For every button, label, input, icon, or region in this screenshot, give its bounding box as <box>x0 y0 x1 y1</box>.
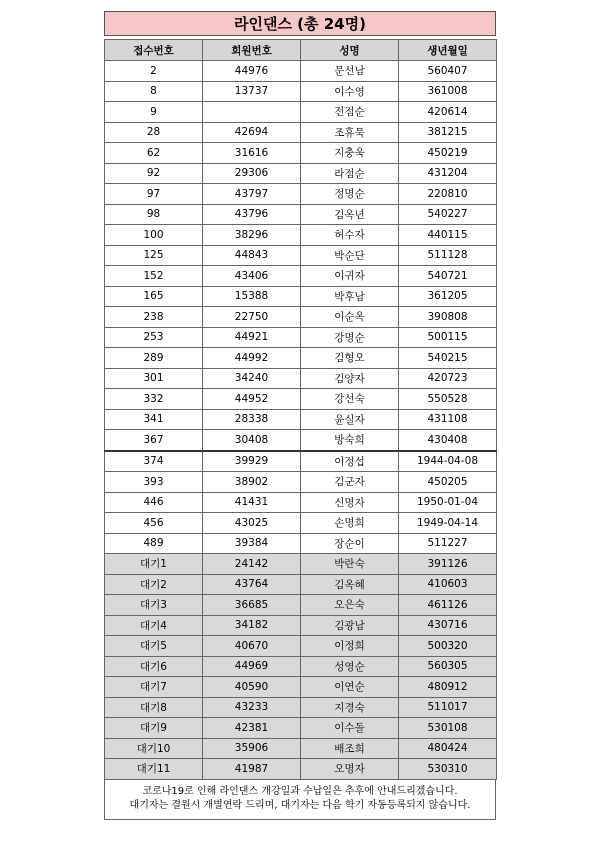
cell-name: 김광남 <box>301 615 399 636</box>
roster-sheet <box>104 11 496 820</box>
cell-receipt-number: 374 <box>105 451 203 472</box>
cell-member-number <box>203 102 301 123</box>
cell-name: 김형오 <box>301 348 399 369</box>
table-row <box>105 122 497 143</box>
cell-receipt-number: 대기1 <box>105 554 203 575</box>
cell-member-number: 43796 <box>203 204 301 225</box>
table-row <box>105 204 497 225</box>
cell-member-number: 43797 <box>203 184 301 205</box>
cell-receipt-number: 2 <box>105 61 203 82</box>
cell-name: 김옥혜 <box>301 574 399 595</box>
cell-receipt-number: 9 <box>105 102 203 123</box>
cell-member-number: 28338 <box>203 409 301 430</box>
cell-member-number: 44992 <box>203 348 301 369</box>
cell-birthdate: 540227 <box>399 204 497 225</box>
cell-name: 박후남 <box>301 286 399 307</box>
cell-receipt-number: 92 <box>105 163 203 184</box>
cell-receipt-number: 253 <box>105 327 203 348</box>
table-row <box>105 472 497 493</box>
table-row <box>105 163 497 184</box>
cell-receipt-number: 28 <box>105 122 203 143</box>
cell-receipt-number: 100 <box>105 225 203 246</box>
cell-receipt-number: 125 <box>105 245 203 266</box>
cell-member-number: 41987 <box>203 759 301 780</box>
cell-name: 지충욱 <box>301 143 399 164</box>
table-row <box>105 430 497 451</box>
cell-name: 이연순 <box>301 677 399 698</box>
cell-member-number: 39384 <box>203 533 301 554</box>
cell-receipt-number: 97 <box>105 184 203 205</box>
notice-line-1: 코로나19로 인해 라인댄스 개강일과 수납일은 추후에 안내드리겠습니다. <box>142 786 458 797</box>
cell-member-number: 42381 <box>203 718 301 739</box>
cell-member-number: 34240 <box>203 368 301 389</box>
cell-receipt-number: 대기3 <box>105 595 203 616</box>
cell-member-number: 41431 <box>203 492 301 513</box>
cell-receipt-number: 대기5 <box>105 636 203 657</box>
table-row <box>105 286 497 307</box>
table-row <box>105 513 497 534</box>
cell-receipt-number: 289 <box>105 348 203 369</box>
cell-receipt-number: 152 <box>105 266 203 287</box>
cell-birthdate: 390808 <box>399 307 497 328</box>
cell-name: 손명희 <box>301 513 399 534</box>
cell-receipt-number: 238 <box>105 307 203 328</box>
cell-birthdate: 220810 <box>399 184 497 205</box>
cell-birthdate: 450205 <box>399 472 497 493</box>
cell-member-number: 40590 <box>203 677 301 698</box>
cell-birthdate: 511128 <box>399 245 497 266</box>
cell-receipt-number: 367 <box>105 430 203 451</box>
cell-birthdate: 431108 <box>399 409 497 430</box>
table-row <box>105 451 497 472</box>
table-row <box>105 61 497 82</box>
cell-name: 이귀자 <box>301 266 399 287</box>
cell-name: 박란숙 <box>301 554 399 575</box>
cell-birthdate: 500320 <box>399 636 497 657</box>
cell-member-number: 38296 <box>203 225 301 246</box>
cell-name: 이정희 <box>301 636 399 657</box>
header-receipt-number: 접수번호 <box>105 40 203 61</box>
waitlist-row <box>105 554 497 575</box>
cell-name: 허수자 <box>301 225 399 246</box>
cell-member-number: 38902 <box>203 472 301 493</box>
cell-birthdate: 530108 <box>399 718 497 739</box>
cell-receipt-number: 대기4 <box>105 615 203 636</box>
table-row <box>105 102 497 123</box>
cell-birthdate: 431204 <box>399 163 497 184</box>
cell-birthdate: 540721 <box>399 266 497 287</box>
cell-member-number: 31616 <box>203 143 301 164</box>
table-row <box>105 245 497 266</box>
cell-birthdate: 480912 <box>399 677 497 698</box>
cell-name: 라점순 <box>301 163 399 184</box>
cell-birthdate: 560305 <box>399 656 497 677</box>
cell-name: 조휴묵 <box>301 122 399 143</box>
cell-birthdate: 361205 <box>399 286 497 307</box>
cell-name: 방숙희 <box>301 430 399 451</box>
table-row <box>105 225 497 246</box>
cell-receipt-number: 대기9 <box>105 718 203 739</box>
cell-name: 강명순 <box>301 327 399 348</box>
cell-member-number: 22750 <box>203 307 301 328</box>
cell-name: 전점순 <box>301 102 399 123</box>
cell-birthdate: 361008 <box>399 81 497 102</box>
header-name: 성명 <box>301 40 399 61</box>
cell-receipt-number: 8 <box>105 81 203 102</box>
cell-receipt-number: 332 <box>105 389 203 410</box>
cell-receipt-number: 301 <box>105 368 203 389</box>
cell-birthdate: 420614 <box>399 102 497 123</box>
table-row <box>105 492 497 513</box>
table-row <box>105 184 497 205</box>
cell-receipt-number: 456 <box>105 513 203 534</box>
cell-member-number: 13737 <box>203 81 301 102</box>
cell-birthdate: 1944-04-08 <box>399 451 497 472</box>
table-row <box>105 266 497 287</box>
table-row <box>105 348 497 369</box>
cell-name: 신명자 <box>301 492 399 513</box>
cell-birthdate: 530310 <box>399 759 497 780</box>
cell-birthdate: 540215 <box>399 348 497 369</box>
cell-member-number: 44976 <box>203 61 301 82</box>
cell-name: 배조희 <box>301 738 399 759</box>
cell-birthdate: 391126 <box>399 554 497 575</box>
cell-name: 김양자 <box>301 368 399 389</box>
cell-name: 강선숙 <box>301 389 399 410</box>
cell-name: 성영순 <box>301 656 399 677</box>
cell-name: 문선남 <box>301 61 399 82</box>
cell-birthdate: 430408 <box>399 430 497 451</box>
table-row <box>105 389 497 410</box>
cell-receipt-number: 62 <box>105 143 203 164</box>
cell-receipt-number: 341 <box>105 409 203 430</box>
header-birthdate: 생년월일 <box>399 40 497 61</box>
cell-birthdate: 1950-01-04 <box>399 492 497 513</box>
cell-name: 이수영 <box>301 81 399 102</box>
table-row <box>105 143 497 164</box>
cell-birthdate: 560407 <box>399 61 497 82</box>
cell-name: 이정섭 <box>301 451 399 472</box>
cell-member-number: 43233 <box>203 697 301 718</box>
cell-member-number: 43764 <box>203 574 301 595</box>
header-member-number: 회원번호 <box>203 40 301 61</box>
cell-name: 이순옥 <box>301 307 399 328</box>
waitlist-row <box>105 574 497 595</box>
waitlist-row <box>105 697 497 718</box>
cell-member-number: 44921 <box>203 327 301 348</box>
cell-name: 오은숙 <box>301 595 399 616</box>
cell-receipt-number: 165 <box>105 286 203 307</box>
cell-receipt-number: 489 <box>105 533 203 554</box>
cell-name: 장순이 <box>301 533 399 554</box>
cell-name: 지경숙 <box>301 697 399 718</box>
cell-birthdate: 511017 <box>399 697 497 718</box>
waitlist-row <box>105 677 497 698</box>
cell-member-number: 39929 <box>203 451 301 472</box>
table-row <box>105 409 497 430</box>
cell-birthdate: 440115 <box>399 225 497 246</box>
cell-member-number: 40670 <box>203 636 301 657</box>
cell-birthdate: 461126 <box>399 595 497 616</box>
waitlist-row <box>105 738 497 759</box>
cell-birthdate: 381215 <box>399 122 497 143</box>
cell-member-number: 43406 <box>203 266 301 287</box>
cell-member-number: 44969 <box>203 656 301 677</box>
cell-name: 윤실자 <box>301 409 399 430</box>
page-title: 라인댄스 (총 24명) <box>104 11 496 36</box>
cell-member-number: 42694 <box>203 122 301 143</box>
cell-name: 오명자 <box>301 759 399 780</box>
cell-member-number: 35906 <box>203 738 301 759</box>
cell-receipt-number: 393 <box>105 472 203 493</box>
notice-line-2: 대기자는 결원시 개별연락 드리며, 대기자는 다음 학기 자동등록되지 않습니다. <box>129 800 471 811</box>
cell-receipt-number: 대기8 <box>105 697 203 718</box>
cell-birthdate: 1949-04-14 <box>399 513 497 534</box>
cell-name: 김군자 <box>301 472 399 493</box>
waitlist-row <box>105 615 497 636</box>
cell-member-number: 29306 <box>203 163 301 184</box>
cell-receipt-number: 대기11 <box>105 759 203 780</box>
table-header-row <box>105 40 497 61</box>
cell-receipt-number: 대기7 <box>105 677 203 698</box>
table-row <box>105 307 497 328</box>
waitlist-row <box>105 759 497 780</box>
cell-birthdate: 430716 <box>399 615 497 636</box>
cell-member-number: 44843 <box>203 245 301 266</box>
cell-receipt-number: 대기6 <box>105 656 203 677</box>
cell-birthdate: 480424 <box>399 738 497 759</box>
cell-name: 이수돌 <box>301 718 399 739</box>
cell-member-number: 24142 <box>203 554 301 575</box>
table-body <box>105 61 497 780</box>
cell-birthdate: 550528 <box>399 389 497 410</box>
cell-name: 박순단 <box>301 245 399 266</box>
cell-receipt-number: 98 <box>105 204 203 225</box>
table-row <box>105 327 497 348</box>
cell-receipt-number: 대기10 <box>105 738 203 759</box>
cell-birthdate: 500115 <box>399 327 497 348</box>
cell-birthdate: 420723 <box>399 368 497 389</box>
cell-receipt-number: 대기2 <box>105 574 203 595</box>
waitlist-row <box>105 595 497 616</box>
table-row <box>105 368 497 389</box>
cell-member-number: 34182 <box>203 615 301 636</box>
cell-birthdate: 511227 <box>399 533 497 554</box>
table-row <box>105 81 497 102</box>
cell-birthdate: 410603 <box>399 574 497 595</box>
cell-member-number: 15388 <box>203 286 301 307</box>
roster-table <box>104 39 497 780</box>
notice-box <box>104 780 496 820</box>
waitlist-row <box>105 636 497 657</box>
table-row <box>105 533 497 554</box>
cell-member-number: 36685 <box>203 595 301 616</box>
cell-birthdate: 450219 <box>399 143 497 164</box>
cell-receipt-number: 446 <box>105 492 203 513</box>
waitlist-row <box>105 718 497 739</box>
cell-name: 김옥년 <box>301 204 399 225</box>
cell-member-number: 44952 <box>203 389 301 410</box>
waitlist-row <box>105 656 497 677</box>
cell-member-number: 30408 <box>203 430 301 451</box>
cell-member-number: 43025 <box>203 513 301 534</box>
cell-name: 정명순 <box>301 184 399 205</box>
